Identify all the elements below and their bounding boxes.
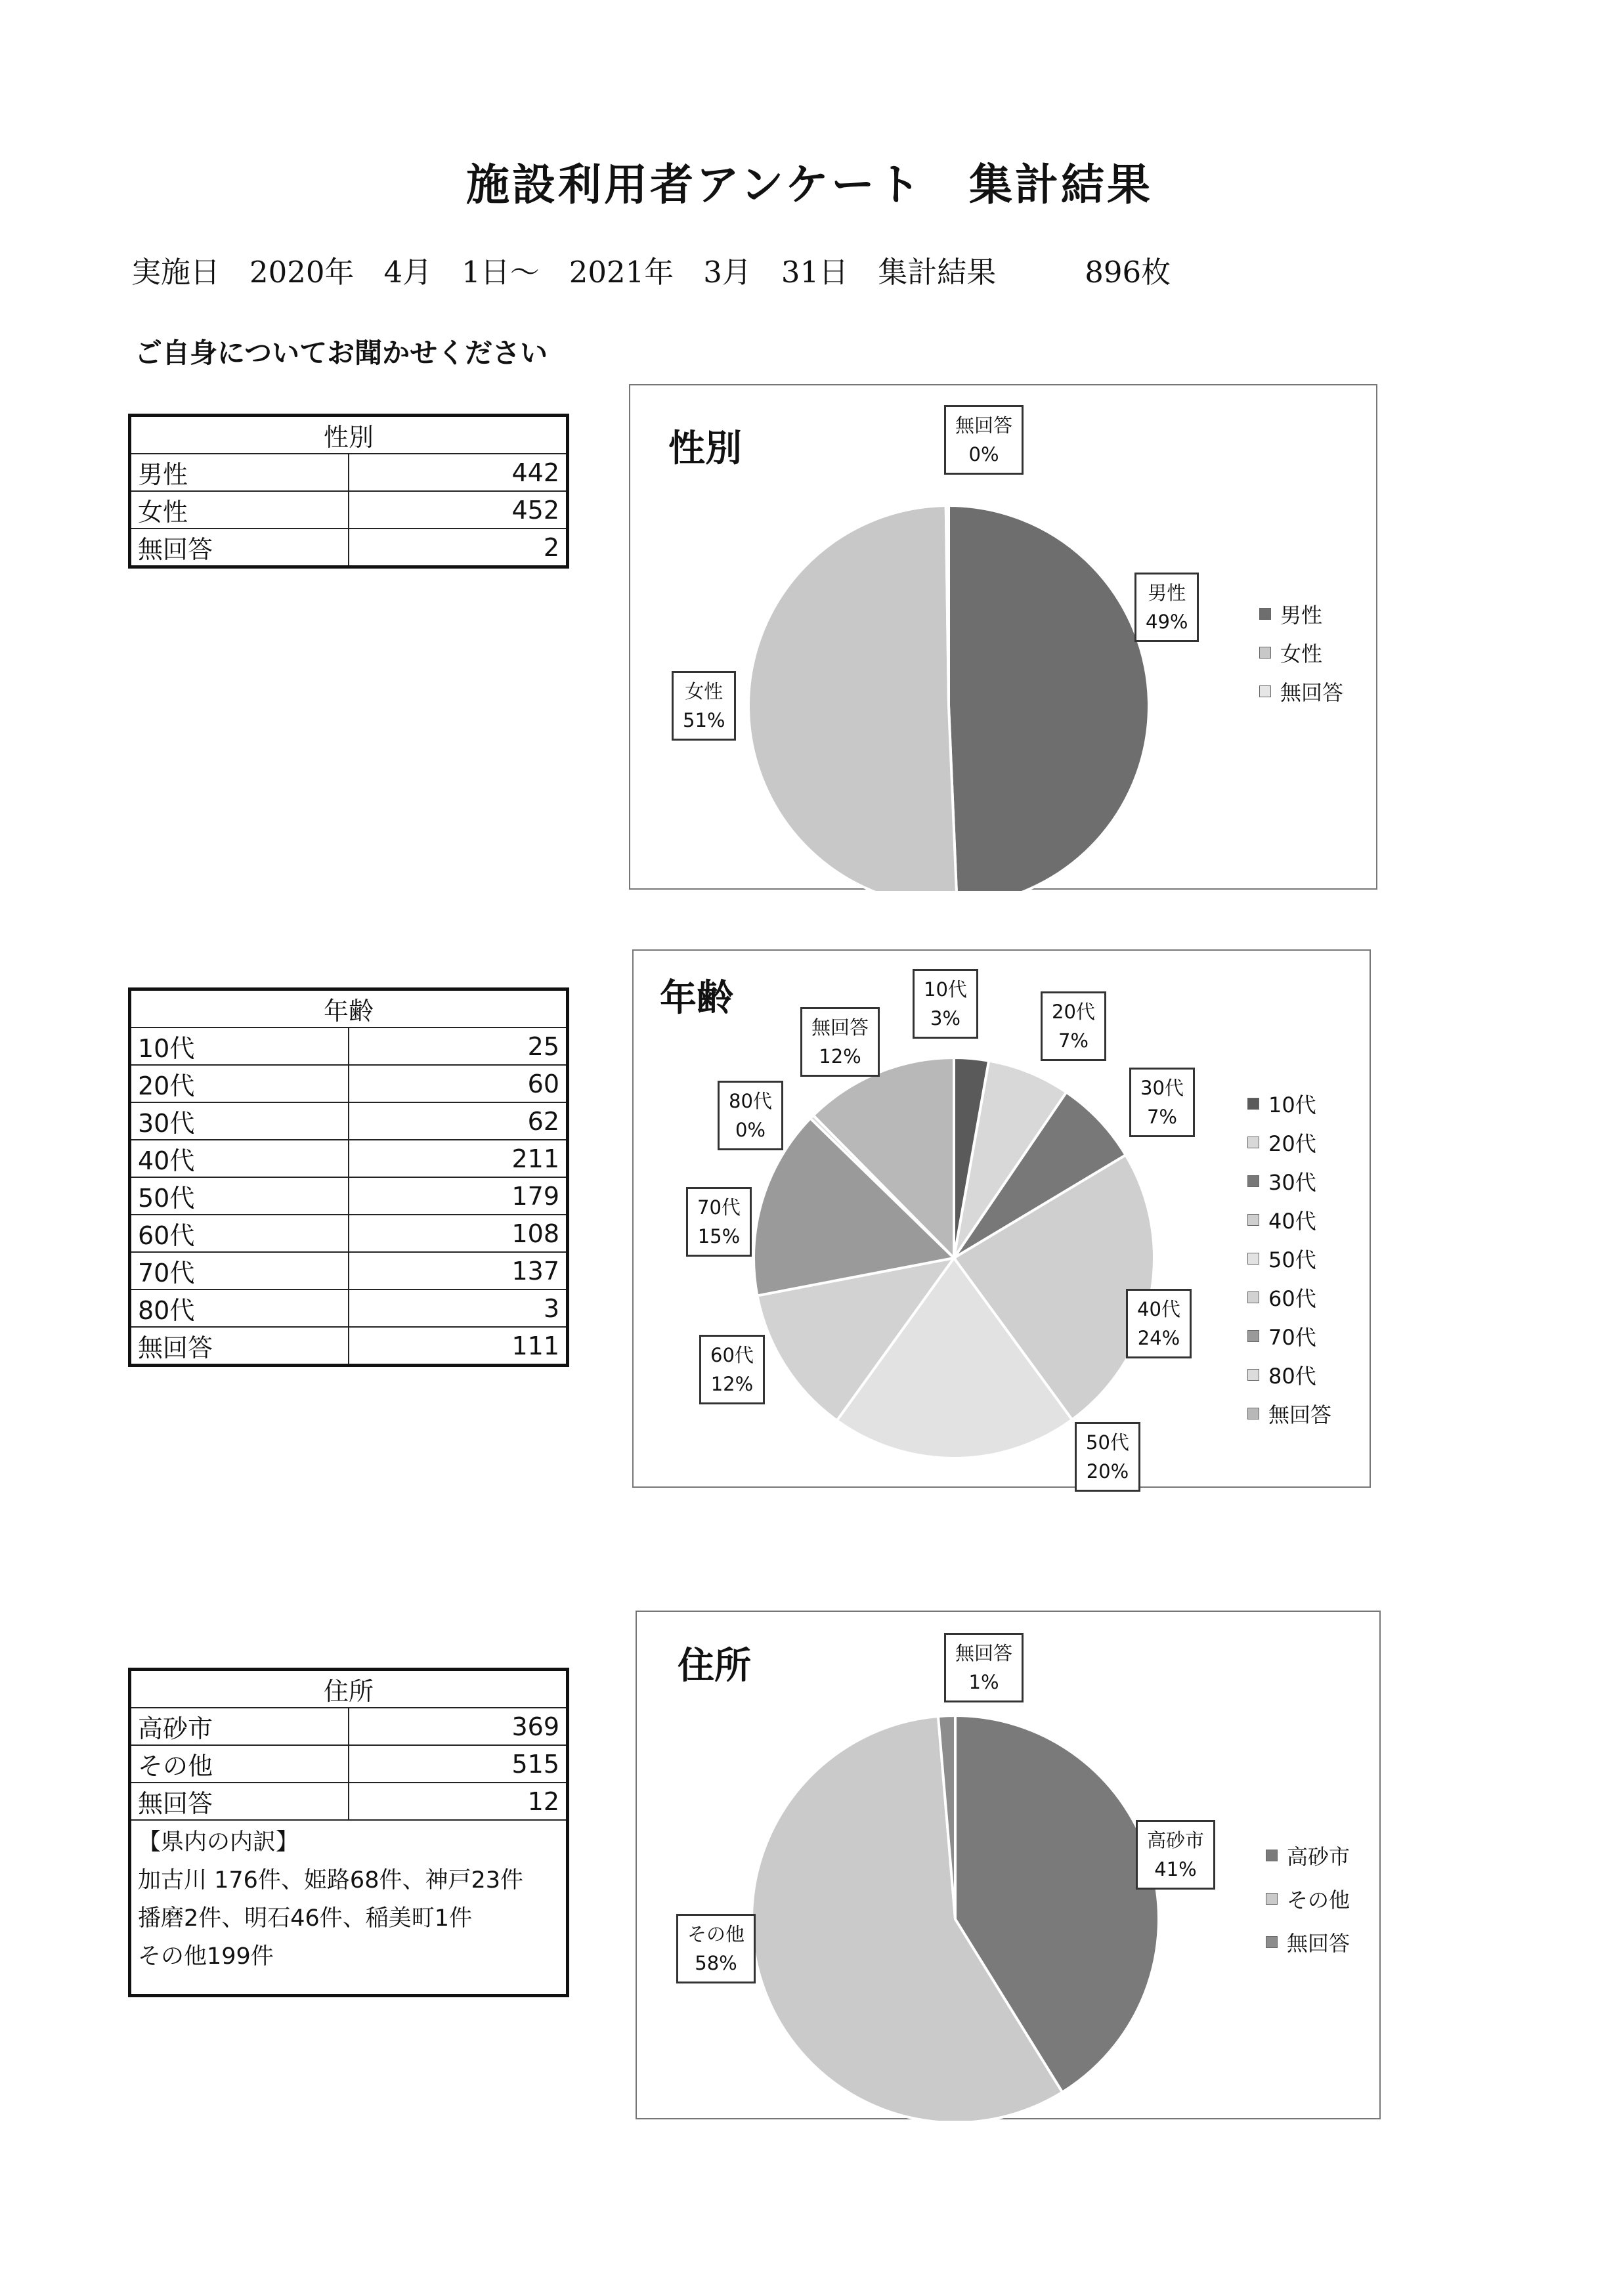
data-label-category: 70代 bbox=[697, 1196, 741, 1219]
age-chart-panel bbox=[632, 949, 1371, 1488]
row-value: 442 bbox=[349, 454, 568, 491]
page-title: 施設利用者アンケート 集計結果 bbox=[465, 160, 1154, 210]
table-row bbox=[130, 1215, 568, 1252]
survey-period: 実施日 2020年 4月 1日～ 2021年 3月 31日 集計結果 896枚 bbox=[131, 255, 1171, 290]
data-label-value: 12% bbox=[710, 1373, 754, 1395]
data-label-category: 50代 bbox=[1086, 1431, 1129, 1454]
legend-label: 無回答 bbox=[1280, 680, 1344, 705]
legend-item bbox=[1259, 672, 1343, 710]
data-label bbox=[1126, 1289, 1192, 1358]
chart-title: 性別 bbox=[668, 427, 742, 470]
legend-swatch bbox=[1266, 1893, 1278, 1905]
data-label bbox=[1136, 1820, 1215, 1890]
data-label-category: 女性 bbox=[685, 680, 723, 703]
data-label-value: 24% bbox=[1137, 1327, 1180, 1349]
gender-table-header: 性別 bbox=[130, 416, 568, 454]
note-title: 【県内の内訳】 bbox=[138, 1829, 299, 1855]
data-label-value: 0% bbox=[968, 443, 999, 466]
row-value: 25 bbox=[349, 1028, 568, 1065]
legend-item bbox=[1266, 1877, 1350, 1920]
chart-legend bbox=[1266, 1834, 1350, 1964]
data-label-value: 51% bbox=[683, 709, 725, 731]
table-row bbox=[130, 1327, 568, 1366]
data-label bbox=[800, 1007, 880, 1077]
data-label-value: 20% bbox=[1086, 1460, 1129, 1483]
row-value: 12 bbox=[349, 1783, 568, 1820]
table-row bbox=[130, 1745, 568, 1783]
table-row bbox=[130, 1065, 568, 1102]
prefecture-breakdown-note bbox=[130, 1820, 568, 1996]
data-label-value: 58% bbox=[695, 1952, 737, 1974]
row-label: 無回答 bbox=[130, 529, 349, 567]
legend-label: 60代 bbox=[1268, 1286, 1316, 1311]
row-label: 70代 bbox=[130, 1252, 349, 1289]
legend-swatch bbox=[1247, 1214, 1259, 1226]
legend-label: 無回答 bbox=[1268, 1402, 1332, 1427]
data-label-category: 男性 bbox=[1148, 582, 1186, 604]
row-label: その他 bbox=[130, 1745, 349, 1783]
legend-swatch bbox=[1247, 1291, 1259, 1303]
row-value: 62 bbox=[349, 1102, 568, 1140]
data-label bbox=[699, 1335, 765, 1404]
legend-swatch bbox=[1266, 1850, 1278, 1861]
chart-legend bbox=[1259, 594, 1343, 710]
pie-slice-2 bbox=[748, 506, 957, 891]
data-label-category: 無回答 bbox=[955, 414, 1013, 437]
legend-label: 40代 bbox=[1268, 1208, 1316, 1234]
data-label-category: 40代 bbox=[1137, 1298, 1180, 1320]
data-label-category: 30代 bbox=[1140, 1077, 1184, 1099]
note-line: 播磨2件、明石46件、稲美町1件 bbox=[138, 1905, 473, 1932]
data-label-value: 15% bbox=[697, 1225, 741, 1247]
row-value: 60 bbox=[349, 1065, 568, 1102]
legend-label: 70代 bbox=[1268, 1324, 1316, 1350]
legend-item bbox=[1266, 1834, 1350, 1877]
data-label-category: 10代 bbox=[924, 978, 967, 1001]
table-row bbox=[130, 1783, 568, 1820]
table-row bbox=[130, 491, 568, 529]
pie-slice-1 bbox=[949, 506, 1149, 891]
legend-item bbox=[1259, 633, 1343, 672]
data-label-category: その他 bbox=[687, 1923, 745, 1945]
legend-label: 30代 bbox=[1268, 1169, 1316, 1195]
data-label-category: 無回答 bbox=[811, 1016, 869, 1039]
legend-label: 50代 bbox=[1268, 1247, 1316, 1272]
legend-swatch bbox=[1259, 647, 1271, 659]
legend-label: 無回答 bbox=[1287, 1931, 1350, 1956]
data-label bbox=[944, 1633, 1024, 1702]
data-label-value: 49% bbox=[1146, 611, 1188, 633]
age-table bbox=[128, 987, 569, 1367]
row-value: 515 bbox=[349, 1745, 568, 1783]
row-value: 179 bbox=[349, 1177, 568, 1215]
row-label: 女性 bbox=[130, 491, 349, 529]
data-label-category: 無回答 bbox=[955, 1642, 1013, 1664]
legend-label: 80代 bbox=[1268, 1363, 1316, 1389]
table-row bbox=[130, 454, 568, 491]
legend-item bbox=[1247, 1278, 1331, 1316]
chart-legend bbox=[1247, 1084, 1331, 1433]
address-table-header: 住所 bbox=[130, 1670, 568, 1708]
data-label-value: 41% bbox=[1154, 1858, 1197, 1880]
row-value: 452 bbox=[349, 491, 568, 529]
row-value: 369 bbox=[349, 1708, 568, 1745]
legend-swatch bbox=[1259, 608, 1271, 620]
data-label bbox=[1075, 1422, 1140, 1492]
table-row bbox=[130, 1708, 568, 1745]
legend-item bbox=[1247, 1123, 1331, 1161]
data-label-value: 12% bbox=[819, 1045, 861, 1068]
legend-item bbox=[1259, 594, 1343, 633]
row-label: 無回答 bbox=[130, 1783, 349, 1820]
data-label bbox=[913, 969, 978, 1039]
data-label bbox=[686, 1187, 752, 1257]
section-heading: ご自身についてお聞かせください bbox=[135, 337, 548, 369]
age-table-header: 年齢 bbox=[130, 989, 568, 1028]
row-value: 211 bbox=[349, 1140, 568, 1177]
data-label bbox=[676, 1914, 756, 1983]
legend-label: 高砂市 bbox=[1287, 1844, 1350, 1869]
table-row bbox=[130, 1140, 568, 1177]
row-value: 111 bbox=[349, 1327, 568, 1366]
legend-swatch bbox=[1247, 1137, 1259, 1148]
legend-item bbox=[1247, 1355, 1331, 1394]
gender-table bbox=[128, 414, 569, 569]
address-chart-panel bbox=[636, 1611, 1381, 2119]
row-value: 3 bbox=[349, 1289, 568, 1327]
gender-chart-panel bbox=[629, 384, 1377, 890]
row-label: 20代 bbox=[130, 1065, 349, 1102]
data-label-value: 0% bbox=[735, 1119, 766, 1141]
legend-label: 20代 bbox=[1268, 1131, 1316, 1156]
legend-label: その他 bbox=[1287, 1888, 1350, 1913]
data-label-value: 7% bbox=[1058, 1029, 1089, 1052]
row-label: 80代 bbox=[130, 1289, 349, 1327]
data-label bbox=[1134, 573, 1199, 642]
data-label bbox=[1041, 991, 1106, 1061]
address-table bbox=[128, 1668, 569, 1997]
table-row bbox=[130, 1177, 568, 1215]
legend-swatch bbox=[1266, 1936, 1278, 1948]
data-label-value: 7% bbox=[1146, 1106, 1177, 1128]
row-value: 2 bbox=[349, 529, 568, 567]
row-label: 30代 bbox=[130, 1102, 349, 1140]
row-label: 40代 bbox=[130, 1140, 349, 1177]
legend-item bbox=[1247, 1161, 1331, 1200]
data-label-category: 20代 bbox=[1052, 1001, 1095, 1023]
row-label: 無回答 bbox=[130, 1327, 349, 1366]
legend-item bbox=[1247, 1394, 1331, 1433]
legend-swatch bbox=[1247, 1369, 1259, 1381]
data-label-value: 3% bbox=[930, 1007, 961, 1029]
row-label: 男性 bbox=[130, 454, 349, 491]
note-line: 加古川 176件、姫路68件、神戸23件 bbox=[138, 1867, 524, 1894]
table-row bbox=[130, 1028, 568, 1065]
legend-swatch bbox=[1247, 1330, 1259, 1342]
data-label-category: 高砂市 bbox=[1147, 1829, 1205, 1852]
legend-item bbox=[1247, 1084, 1331, 1123]
data-label bbox=[672, 671, 736, 741]
chart-title: 住所 bbox=[678, 1645, 751, 1687]
legend-item bbox=[1247, 1239, 1331, 1278]
legend-swatch bbox=[1247, 1175, 1259, 1187]
legend-item bbox=[1247, 1200, 1331, 1239]
note-line: その他199件 bbox=[138, 1943, 274, 1970]
legend-item bbox=[1266, 1920, 1350, 1964]
row-label: 高砂市 bbox=[130, 1708, 349, 1745]
table-row bbox=[130, 529, 568, 567]
legend-item bbox=[1247, 1316, 1331, 1355]
legend-swatch bbox=[1247, 1253, 1259, 1265]
table-row bbox=[130, 1102, 568, 1140]
table-row bbox=[130, 1252, 568, 1289]
legend-label: 10代 bbox=[1268, 1092, 1316, 1117]
row-label: 60代 bbox=[130, 1215, 349, 1252]
row-label: 50代 bbox=[130, 1177, 349, 1215]
data-label-category: 80代 bbox=[729, 1090, 772, 1112]
legend-swatch bbox=[1259, 685, 1271, 697]
data-label bbox=[1129, 1068, 1195, 1137]
data-label bbox=[944, 405, 1024, 475]
chart-title: 年齢 bbox=[660, 977, 733, 1020]
legend-swatch bbox=[1247, 1408, 1259, 1419]
data-label-value: 1% bbox=[968, 1671, 999, 1693]
legend-swatch bbox=[1247, 1098, 1259, 1110]
legend-label: 男性 bbox=[1280, 602, 1323, 628]
row-value: 108 bbox=[349, 1215, 568, 1252]
data-label bbox=[718, 1081, 783, 1150]
data-label-category: 60代 bbox=[710, 1344, 754, 1366]
table-row bbox=[130, 1289, 568, 1327]
row-label: 10代 bbox=[130, 1028, 349, 1065]
legend-label: 女性 bbox=[1280, 641, 1323, 666]
row-value: 137 bbox=[349, 1252, 568, 1289]
